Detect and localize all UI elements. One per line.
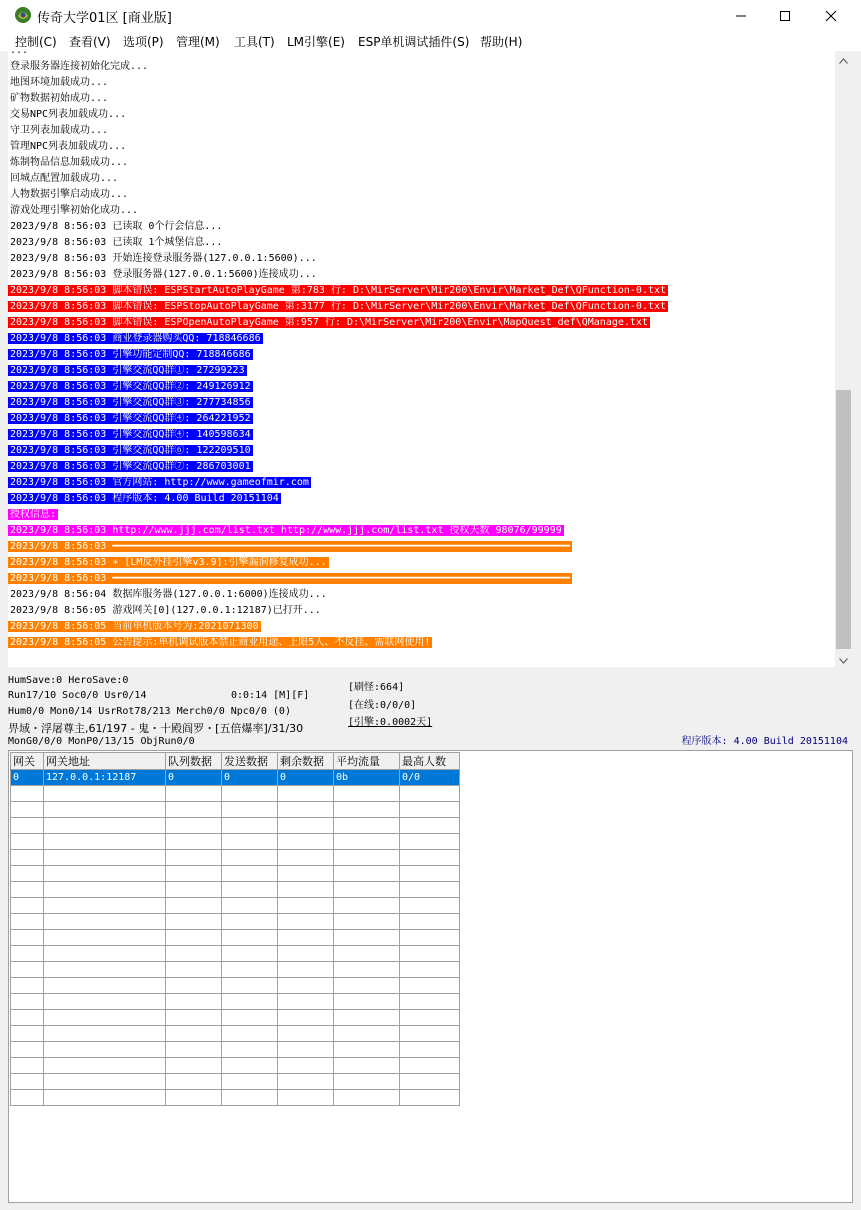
grid-cell[interactable] (44, 834, 166, 850)
grid-cell[interactable] (400, 1090, 460, 1106)
log-line-text: ... (10, 45, 29, 56)
menu-view[interactable]: 查看(V) (69, 35, 111, 49)
status-refresh: [刷怪:664] (348, 682, 405, 693)
grid-cell[interactable] (44, 818, 166, 834)
log-line-text: 2023/9/8 8:56:03 脚本错误: ESPStopAutoPlayGame 第:3177 行: D:\MirServer\Mir200\Envir\Market_Def\QFunction-0.txt (10, 301, 667, 312)
scroll-up-arrow-icon[interactable] (835, 53, 852, 69)
col-gateway[interactable]: 网关 (11, 753, 44, 770)
grid-cell[interactable] (334, 834, 400, 850)
log-line-text: 游戏处理引擎初始化成功... (10, 205, 139, 216)
grid-cell[interactable] (166, 882, 222, 898)
grid-cell[interactable] (44, 850, 166, 866)
grid-cell[interactable] (11, 930, 44, 946)
grid-cell[interactable] (278, 1090, 334, 1106)
grid-cell[interactable] (400, 850, 460, 866)
grid-cell[interactable] (11, 1058, 44, 1074)
log-line-text: 2023/9/8 8:56:03 引擎交流QQ群③: 277734856 (10, 397, 251, 408)
grid-cell[interactable] (222, 802, 278, 818)
grid-cell[interactable] (44, 882, 166, 898)
log-line (8, 107, 835, 123)
log-line-text: 2023/9/8 8:56:03 官方网站: http://www.gameofmir.com (10, 477, 309, 488)
grid-cell[interactable] (222, 866, 278, 882)
grid-cell[interactable] (44, 994, 166, 1010)
log-line (8, 587, 835, 603)
col-send-data[interactable]: 发送数据 (222, 753, 278, 770)
grid-cell[interactable] (44, 1058, 166, 1074)
grid-cell[interactable] (166, 818, 222, 834)
grid-cell[interactable] (278, 802, 334, 818)
log-line (8, 555, 835, 571)
grid-cell[interactable] (400, 930, 460, 946)
grid-cell[interactable]: 0/0 (400, 770, 460, 786)
grid-cell[interactable] (278, 882, 334, 898)
grid-cell[interactable] (11, 1026, 44, 1042)
grid-cell[interactable]: 0b (334, 770, 400, 786)
log-line-text: 2023/9/8 8:56:03 脚本错误: ESPStartAutoPlayGame 第:783 行: D:\MirServer\Mir200\Envir\Market_Def\QFunction-0.txt (10, 285, 667, 296)
grid-cell[interactable] (11, 1010, 44, 1026)
close-button[interactable] (808, 0, 854, 31)
log-line-text: 2023/9/8 8:56:03 ━━━━━━━━━━━━━━━━━━━━━━━━━━━━━━━━━━━━━━━━━━━━━━━━━━━━━━━━━━━━━━━━━━━━━━━━━━━━ (10, 541, 570, 552)
grid-cell[interactable] (222, 946, 278, 962)
log-line (8, 75, 835, 91)
log-line (8, 43, 835, 59)
grid-cell[interactable] (400, 978, 460, 994)
maximize-icon (779, 10, 791, 22)
grid-cell[interactable] (222, 1090, 278, 1106)
log-line (8, 331, 835, 347)
grid-cell[interactable] (44, 946, 166, 962)
log-line-text: 2023/9/8 8:56:03 引擎交流QQ群②: 249126912 (10, 381, 251, 392)
grid-cell[interactable] (222, 978, 278, 994)
grid-cell[interactable] (44, 866, 166, 882)
window-title: 传奇大学01区 [商业版] (37, 11, 172, 26)
grid-cell[interactable] (334, 962, 400, 978)
log-line (8, 171, 835, 187)
menu-options[interactable]: 选项(P) (123, 35, 164, 49)
log-line (8, 283, 835, 299)
grid-cell[interactable] (11, 834, 44, 850)
col-remain-data[interactable]: 剩余数据 (278, 753, 334, 770)
grid-cell[interactable] (334, 1042, 400, 1058)
col-gateway-address[interactable]: 网关地址 (44, 753, 166, 770)
grid-cell[interactable] (44, 1074, 166, 1090)
grid-cell[interactable]: 0 (166, 770, 222, 786)
grid-header-row (11, 753, 460, 770)
grid-row[interactable] (11, 978, 460, 994)
grid-cell[interactable] (11, 962, 44, 978)
log-line (8, 491, 835, 507)
log-line (8, 155, 835, 171)
status-uptime: 0:0:14 [M][F] (231, 690, 310, 701)
grid-cell[interactable] (11, 1042, 44, 1058)
grid-cell[interactable] (44, 1090, 166, 1106)
log-line (8, 395, 835, 411)
grid-cell[interactable] (278, 994, 334, 1010)
log-line (8, 635, 835, 651)
grid-row[interactable] (11, 802, 460, 818)
grid-cell[interactable] (400, 866, 460, 882)
gateway-grid[interactable] (8, 750, 853, 1203)
grid-cell[interactable]: 0 (278, 770, 334, 786)
grid-cell[interactable] (44, 1042, 166, 1058)
log-line (8, 315, 835, 331)
log-line (8, 139, 835, 155)
grid-cell[interactable] (278, 946, 334, 962)
scroll-thumb[interactable] (836, 390, 851, 649)
log-line-text: 2023/9/8 8:56:03 ∗ [LM反外挂引擎v3.9]:引擎漏洞修复成功... (10, 557, 327, 568)
grid-cell[interactable] (400, 802, 460, 818)
log-line-text: 2023/9/8 8:56:03 开始连接登录服务器(127.0.0.1:5600)... (10, 253, 317, 264)
grid-cell[interactable]: 127.0.0.1:12187 (44, 770, 166, 786)
menu-help[interactable]: 帮助(H) (480, 35, 523, 49)
grid-row[interactable] (11, 994, 460, 1010)
grid-cell[interactable] (400, 818, 460, 834)
col-avg-traffic[interactable]: 平均流量 (334, 753, 400, 770)
grid-cell[interactable] (166, 898, 222, 914)
log-line (8, 219, 835, 235)
log-line (8, 59, 835, 75)
log-line (8, 459, 835, 475)
grid-cell[interactable] (222, 1026, 278, 1042)
log-line (8, 539, 835, 555)
log-line-text: 交易NPC列表加载成功... (10, 109, 127, 120)
grid-cell[interactable] (222, 882, 278, 898)
grid-cell[interactable] (11, 786, 44, 802)
status-online: [在线:0/0/0] (348, 700, 417, 711)
log-line-text: 授权信息: (10, 509, 57, 520)
grid-cell[interactable] (400, 994, 460, 1010)
grid-cell[interactable] (334, 978, 400, 994)
grid-cell[interactable] (44, 898, 166, 914)
grid-cell[interactable] (222, 834, 278, 850)
grid-cell[interactable] (222, 786, 278, 802)
grid-cell[interactable] (278, 1042, 334, 1058)
grid-row[interactable] (11, 770, 460, 786)
grid-row[interactable] (11, 1090, 460, 1106)
version-label: 程序版本: 4.00 Build 20151104 (681, 736, 848, 747)
log-line (8, 523, 835, 539)
log-line-text: 2023/9/8 8:56:03 引擎交流QQ群①: 27299223 (10, 365, 245, 376)
grid-cell[interactable] (11, 978, 44, 994)
grid-cell[interactable] (278, 914, 334, 930)
log-scrollbar[interactable] (835, 53, 852, 669)
grid-row[interactable] (11, 882, 460, 898)
log-line-text: 2023/9/8 8:56:03 ━━━━━━━━━━━━━━━━━━━━━━━━━━━━━━━━━━━━━━━━━━━━━━━━━━━━━━━━━━━━━━━━━━━━━━━━━━━━ (10, 573, 570, 584)
grid-row[interactable] (11, 850, 460, 866)
log-line-text: 2023/9/8 8:56:03 程序版本: 4.00 Build 20151104 (10, 493, 279, 504)
log-line (8, 203, 835, 219)
grid-cell[interactable] (166, 786, 222, 802)
grid-cell[interactable] (400, 946, 460, 962)
grid-cell[interactable] (11, 946, 44, 962)
grid-cell[interactable] (11, 802, 44, 818)
grid-row[interactable] (11, 914, 460, 930)
grid-cell[interactable] (400, 1058, 460, 1074)
grid-cell[interactable] (11, 994, 44, 1010)
grid-cell[interactable] (11, 1074, 44, 1090)
log-line (8, 251, 835, 267)
grid-cell[interactable] (222, 1058, 278, 1074)
grid-cell[interactable] (278, 1058, 334, 1074)
grid-cell[interactable] (44, 1026, 166, 1042)
grid-cell[interactable] (11, 818, 44, 834)
log-line-text: 2023/9/8 8:56:03 引擎交流QQ群⑦: 286703001 (10, 461, 251, 472)
grid-cell[interactable] (44, 914, 166, 930)
grid-cell[interactable] (222, 850, 278, 866)
grid-cell[interactable] (222, 930, 278, 946)
grid-cell[interactable] (334, 1058, 400, 1074)
log-line (8, 235, 835, 251)
grid-cell[interactable] (400, 1074, 460, 1090)
grid-row[interactable] (11, 834, 460, 850)
grid-cell[interactable] (166, 930, 222, 946)
log-line-text: 矿物数据初始成功... (10, 93, 109, 104)
close-icon (825, 10, 837, 22)
log-line-text: 炼制物品信息加载成功... (10, 157, 129, 168)
grid-cell[interactable] (11, 850, 44, 866)
grid-cell[interactable] (334, 1090, 400, 1106)
grid-cell[interactable] (400, 1010, 460, 1026)
grid-cell[interactable] (278, 818, 334, 834)
grid-cell[interactable] (278, 962, 334, 978)
grid-cell[interactable] (166, 946, 222, 962)
grid-row[interactable] (11, 962, 460, 978)
log-line-text: 2023/9/8 8:56:03 已读取 1个城堡信息... (10, 237, 223, 248)
log-line-text: 2023/9/8 8:56:05 当前单机版本号为:2021071300 (10, 621, 259, 632)
minimize-icon (735, 10, 747, 22)
grid-cell[interactable] (11, 866, 44, 882)
status-panel (0, 672, 861, 750)
log-line-text: 2023/9/8 8:56:03 登录服务器(127.0.0.1:5600)连接成功... (10, 269, 317, 280)
grid-cell[interactable] (334, 818, 400, 834)
grid-cell[interactable] (11, 882, 44, 898)
grid-cell[interactable] (334, 802, 400, 818)
grid-cell[interactable] (44, 930, 166, 946)
log-line-text: 人物数据引擎启动成功... (10, 189, 129, 200)
log-line (8, 571, 835, 587)
status-run: Run17/10 Soc0/0 Usr0/14 (8, 690, 147, 701)
scroll-down-arrow-icon[interactable] (835, 653, 852, 669)
grid-cell[interactable] (166, 1074, 222, 1090)
grid-cell[interactable] (166, 962, 222, 978)
log-line (8, 475, 835, 491)
log-memo[interactable] (8, 45, 835, 667)
grid-row[interactable] (11, 1058, 460, 1074)
log-line (8, 267, 835, 283)
grid-cell[interactable] (278, 930, 334, 946)
grid-cell[interactable] (166, 802, 222, 818)
grid-cell[interactable] (11, 1090, 44, 1106)
log-line (8, 619, 835, 635)
log-line-text: 2023/9/8 8:56:03 引擎交流QQ群⑥: 122209510 (10, 445, 251, 456)
grid-cell[interactable] (222, 994, 278, 1010)
grid-cell[interactable] (400, 962, 460, 978)
grid-cell[interactable] (166, 1090, 222, 1106)
col-max-users[interactable]: 最高人数 (400, 753, 460, 770)
log-line-text: 2023/9/8 8:56:04 数据库服务器(127.0.0.1:6000)连接成功... (10, 589, 327, 600)
menu-manage[interactable]: 管理(M) (176, 35, 220, 49)
app-icon (14, 6, 32, 24)
maximize-button[interactable] (762, 0, 808, 31)
menu-tools[interactable]: 工具(T) (234, 35, 275, 49)
grid-row[interactable] (11, 930, 460, 946)
grid-cell[interactable] (222, 1010, 278, 1026)
log-line-text: 守卫列表加载成功... (10, 125, 109, 136)
log-line-text: 2023/9/8 8:56:03 引擎交流QQ群④: 140598634 (10, 429, 251, 440)
status-mon: MonG0/0/0 MonP0/13/15 ObjRun0/0 (8, 736, 195, 747)
gateway-table[interactable] (10, 752, 460, 1106)
log-line-text: 2023/9/8 8:56:03 引擎交流QQ群④: 264221952 (10, 413, 251, 424)
log-line-text: 地图环境加载成功... (10, 77, 109, 88)
grid-cell[interactable] (278, 1026, 334, 1042)
grid-row[interactable] (11, 946, 460, 962)
grid-cell[interactable] (166, 1026, 222, 1042)
menu-lm-engine[interactable]: LM引擎(E) (287, 35, 345, 49)
grid-cell[interactable] (222, 898, 278, 914)
grid-cell[interactable] (334, 914, 400, 930)
status-engine: [引擎:0.0002天] (348, 717, 433, 728)
grid-cell[interactable] (400, 1026, 460, 1042)
log-line (8, 91, 835, 107)
grid-cell[interactable] (44, 1010, 166, 1026)
status-map: 畀域・浮屠尊主,61/197 - 鬼・十殿阎罗・[五倍爆率]/31/30 (8, 722, 304, 735)
log-line (8, 443, 835, 459)
grid-cell[interactable] (11, 914, 44, 930)
grid-cell[interactable] (222, 1074, 278, 1090)
grid-cell[interactable] (166, 866, 222, 882)
grid-cell[interactable] (334, 994, 400, 1010)
log-line-text: 2023/9/8 8:56:03 http://www.jjj.com/list.txt http://www.jjj.com/list.txt 授权天数 98076/99999 (10, 525, 562, 536)
grid-cell[interactable] (334, 882, 400, 898)
grid-cell[interactable] (278, 850, 334, 866)
log-line-text: 2023/9/8 8:56:03 引擎功能定制QQ: 718846686 (10, 349, 251, 360)
grid-cell[interactable] (334, 930, 400, 946)
log-line-text: 管理NPC列表加载成功... (10, 141, 127, 152)
grid-cell[interactable] (334, 786, 400, 802)
grid-cell[interactable] (400, 914, 460, 930)
log-line-text: 2023/9/8 8:56:05 游戏网关[0](127.0.0.1:12187)已打开... (10, 605, 321, 616)
log-line-text: 2023/9/8 8:56:03 已读取 0个行会信息... (10, 221, 223, 232)
grid-cell[interactable] (278, 866, 334, 882)
grid-cell[interactable] (334, 898, 400, 914)
log-line-text: 2023/9/8 8:56:05 公告提示:单机调试版本禁止商业用途、上限5人、不反挂、需联网使用! (10, 637, 431, 648)
log-line (8, 347, 835, 363)
log-line-text: 登录服务器连接初始化完成... (10, 61, 149, 72)
grid-cell[interactable] (222, 914, 278, 930)
status-hum: Hum0/0 Mon0/14 UsrRot78/213 Merch0/0 Npc0/0 (0) (8, 706, 291, 717)
grid-cell[interactable] (400, 1042, 460, 1058)
grid-cell[interactable] (222, 962, 278, 978)
log-line (8, 411, 835, 427)
grid-cell[interactable] (222, 1042, 278, 1058)
log-line (8, 603, 835, 619)
grid-cell[interactable] (166, 834, 222, 850)
log-line (8, 379, 835, 395)
menu-esp-plugin[interactable]: ESP单机调试插件(S) (358, 35, 470, 49)
col-queue-data[interactable]: 队列数据 (166, 753, 222, 770)
minimize-button[interactable] (718, 0, 764, 31)
grid-cell[interactable] (400, 786, 460, 802)
grid-cell[interactable] (334, 1026, 400, 1042)
log-line-text: 回城点配置加载成功... (10, 173, 119, 184)
grid-cell[interactable] (166, 850, 222, 866)
grid-row[interactable] (11, 786, 460, 802)
grid-row[interactable] (11, 1074, 460, 1090)
title-bar (0, 0, 861, 31)
grid-row[interactable] (11, 818, 460, 834)
grid-cell[interactable] (166, 1042, 222, 1058)
log-line (8, 363, 835, 379)
grid-cell[interactable]: 0 (11, 770, 44, 786)
grid-cell[interactable] (334, 850, 400, 866)
grid-cell[interactable] (278, 1010, 334, 1026)
log-line-text: 2023/9/8 8:56:03 脚本错误: ESPOpenAutoPlayGame 第:957 行: D:\MirServer\Mir200\Envir\MapQuest_def\QManage.txt (10, 317, 648, 328)
log-line (8, 187, 835, 203)
grid-cell[interactable]: 0 (222, 770, 278, 786)
status-save: HumSave:0 HeroSave:0 (8, 675, 129, 686)
grid-cell[interactable] (222, 818, 278, 834)
grid-row[interactable] (11, 866, 460, 882)
grid-cell[interactable] (44, 978, 166, 994)
grid-cell[interactable] (334, 1074, 400, 1090)
grid-cell[interactable] (278, 1074, 334, 1090)
grid-cell[interactable] (334, 946, 400, 962)
grid-cell[interactable] (278, 786, 334, 802)
log-line (8, 123, 835, 139)
grid-cell[interactable] (44, 786, 166, 802)
grid-cell[interactable] (166, 978, 222, 994)
grid-cell[interactable] (44, 802, 166, 818)
grid-cell[interactable] (278, 834, 334, 850)
menu-control[interactable]: 控制(C) (15, 35, 57, 49)
grid-cell[interactable] (334, 1010, 400, 1026)
grid-row[interactable] (11, 1010, 460, 1026)
grid-cell[interactable] (278, 898, 334, 914)
log-line (8, 427, 835, 443)
log-line-text: 2023/9/8 8:56:03 商业登录器购买QQ: 718846686 (10, 333, 261, 344)
grid-cell[interactable] (166, 994, 222, 1010)
grid-cell[interactable] (166, 1010, 222, 1026)
grid-row[interactable] (11, 1026, 460, 1042)
grid-cell[interactable] (334, 866, 400, 882)
grid-cell[interactable] (400, 882, 460, 898)
log-line (8, 507, 835, 523)
grid-cell[interactable] (166, 1058, 222, 1074)
grid-cell[interactable] (400, 898, 460, 914)
grid-row[interactable] (11, 898, 460, 914)
log-line (8, 299, 835, 315)
grid-cell[interactable] (278, 978, 334, 994)
grid-cell[interactable] (44, 962, 166, 978)
grid-cell[interactable] (400, 834, 460, 850)
grid-cell[interactable] (11, 898, 44, 914)
grid-row[interactable] (11, 1042, 460, 1058)
grid-cell[interactable] (166, 914, 222, 930)
